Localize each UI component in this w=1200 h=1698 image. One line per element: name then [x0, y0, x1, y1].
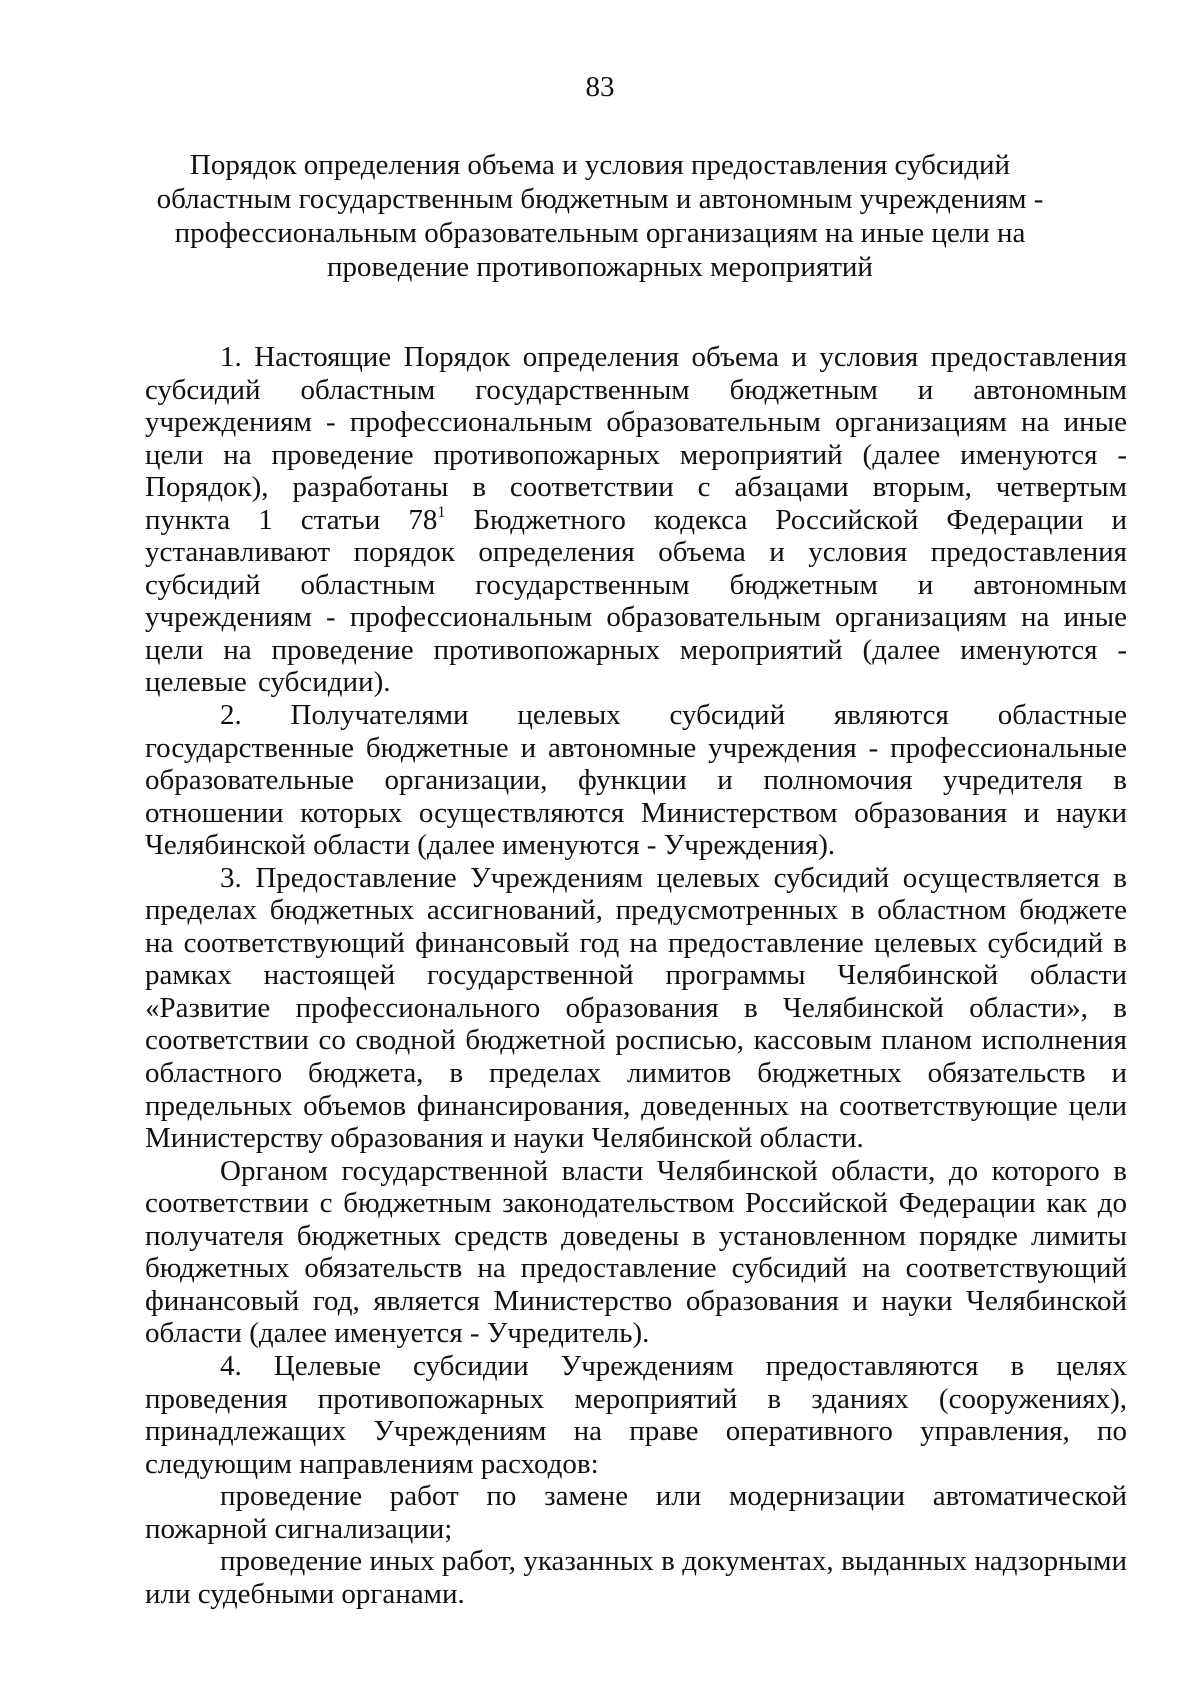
paragraph-1 [145, 341, 1127, 699]
superscript-article-number: 1 [437, 503, 446, 521]
paragraph-1-text-end: Бюджетного кодекса Российской Федерации и устанавливают порядок определения объема и условия предоставления субсидий областным государственным бюджетным и автономным учреждениям - профессиональным образовательным организациям на иные цели на проведение противопожарных мероприятий (далее именуются - целевые субсидии). [145, 503, 1127, 699]
document-title: Порядок определения объема и условия предоставления субсидий областным государственным бюджетным и автономным учреждениям - профессиональным образовательным организациям на иные цели на проведение противопожарных мероприятий [156, 149, 1044, 283]
document-body [145, 341, 1127, 1610]
paragraph-6: проведение работ по замене или модернизации автоматической пожарной сигнализации; [145, 1480, 1127, 1545]
paragraph-7: проведение иных работ, указанных в документах, выданных надзорными или судебными органами. [145, 1545, 1127, 1610]
paragraph-4: Органом государственной власти Челябинской области, до которого в соответствии с бюджетным законодательством Российской Федерации как до получателя бюджетных средств доведены в установленном порядке лимиты бюджетных обязательств на предоставление субсидий на соответствующий финансовый год, является Министерство образования и науки Челябинской области (далее именуется - Учредитель). [145, 1154, 1127, 1350]
page-number: 83 [585, 71, 615, 103]
paragraph-3: 3. Предоставление Учреждениям целевых субсидий осуществляется в пределах бюджетных ассигнований, предусмотренных в областном бюджете на соответствующий финансовый год на предоставление целевых субсидий в рамках настоящей государственной программы Челябинской области «Развитие профессионального образования в Челябинской области», в соответствии со сводной бюджетной росписью, кассовым планом исполнения областного бюджета, в пределах лимитов бюджетных обязательств и предельных объемов финансирования, доведенных на соответствующие цели Министерству образования и науки Челябинской области. [145, 861, 1127, 1155]
paragraph-1-text-start: 1. Настоящие Порядок определения объема и условия предоставления субсидий областным государственным бюджетным и автономным учреждениям - профессиональным образовательным организациям на иные цели на проведение противопожарных мероприятий (далее именуются - Порядок), разработаны в соответствии с абзацами вторым, четвертым пункта 1 статьи 78 [145, 341, 1127, 536]
paragraph-5: 4. Целевые субсидии Учреждениям предоставляются в целях проведения противопожарных мероприятий в зданиях (сооружениях), принадлежащих Учреждениям на праве оперативного управления, по следующим направлениям расходов: [145, 1349, 1127, 1480]
paragraph-2: 2. Получателями целевых субсидий являются областные государственные бюджетные и автономные учреждения - профессиональные образовательные организации, функции и полномочия учредителя в отношении которых осуществляются Министерством образования и науки Челябинской области (далее именуются - Учреждения). [145, 699, 1127, 862]
